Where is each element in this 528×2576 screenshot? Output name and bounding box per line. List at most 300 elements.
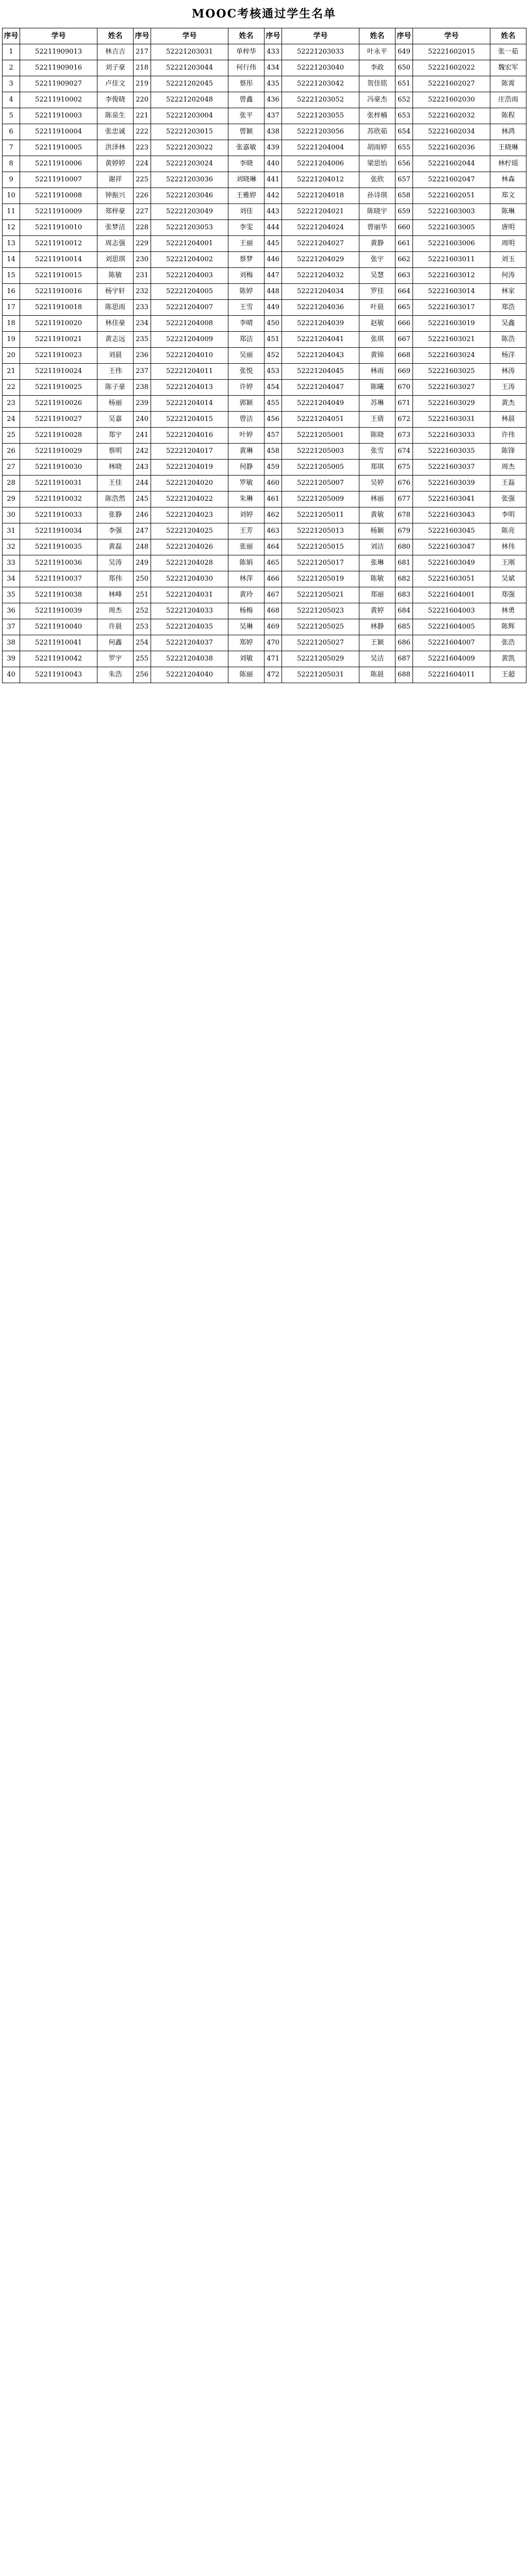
table-row (3, 124, 526, 140)
table-row (3, 460, 526, 476)
student-id-cell: 52221205015 (282, 539, 359, 555)
student-id-cell: 52221204027 (282, 236, 359, 252)
student-id-cell: 52211910010 (20, 220, 97, 236)
student-name-cell: 罗佳 (359, 284, 395, 300)
serial-cell: 244 (134, 476, 151, 492)
student-id-cell: 52221205005 (282, 460, 359, 476)
table-header-row (3, 28, 526, 44)
table-row (3, 492, 526, 507)
serial-cell: 652 (395, 92, 413, 108)
serial-cell: 28 (3, 476, 20, 492)
student-name-cell: 胡雨婷 (359, 140, 395, 156)
serial-cell: 442 (265, 188, 282, 204)
student-name-cell: 陈浩 (490, 332, 526, 348)
student-id-cell: 52211910009 (20, 204, 97, 220)
student-id-cell: 52221603037 (413, 460, 490, 476)
student-name-cell: 李雯 (228, 220, 265, 236)
student-id-cell: 52221205017 (282, 555, 359, 571)
student-name-cell: 蔡明 (97, 444, 134, 460)
serial-cell: 34 (3, 571, 20, 587)
serial-cell: 686 (395, 635, 413, 651)
student-name-cell: 许伟 (490, 428, 526, 444)
table-row (3, 476, 526, 492)
table-row (3, 188, 526, 204)
serial-cell: 464 (265, 539, 282, 555)
student-id-cell: 52221204030 (151, 571, 228, 587)
table-row (3, 619, 526, 635)
student-name-cell: 李明 (490, 507, 526, 523)
student-name-cell: 刘子豪 (97, 60, 134, 76)
student-id-cell: 52211910030 (20, 460, 97, 476)
serial-cell: 38 (3, 635, 20, 651)
student-name-cell: 张琳 (359, 555, 395, 571)
student-name-cell: 孙诗琪 (359, 188, 395, 204)
serial-cell: 26 (3, 444, 20, 460)
student-name-cell: 陈琳 (490, 204, 526, 220)
student-name-cell: 陈辉 (490, 619, 526, 635)
serial-cell: 20 (3, 348, 20, 364)
table-row (3, 364, 526, 380)
serial-cell: 655 (395, 140, 413, 156)
student-name-cell: 林萍 (228, 571, 265, 587)
serial-cell: 469 (265, 619, 282, 635)
student-name-cell: 林鸿 (490, 124, 526, 140)
student-name-cell: 黄杰 (490, 396, 526, 412)
student-name-cell: 郑浩 (490, 300, 526, 316)
student-name-cell: 郑琪 (359, 460, 395, 476)
student-id-cell: 52221204025 (151, 523, 228, 539)
student-id-cell: 52221603011 (413, 252, 490, 268)
serial-cell: 667 (395, 332, 413, 348)
page-title: MOOC考核通过学生名单 (191, 7, 337, 21)
student-id-cell: 52221204019 (151, 460, 228, 476)
student-name-cell: 王伟 (97, 364, 134, 380)
student-id-cell: 52211909013 (20, 44, 97, 60)
student-id-cell: 52221205007 (282, 476, 359, 492)
student-name-cell: 林丽 (359, 492, 395, 507)
column-header: 序号 (265, 28, 282, 44)
student-id-cell: 52221204015 (151, 412, 228, 428)
table-row (3, 667, 526, 683)
student-name-cell: 张宇 (359, 252, 395, 268)
serial-cell: 218 (134, 60, 151, 76)
serial-cell: 662 (395, 252, 413, 268)
student-name-cell: 张欣 (359, 172, 395, 188)
serial-cell: 671 (395, 396, 413, 412)
serial-cell: 233 (134, 300, 151, 316)
student-name-cell: 林峰 (97, 587, 134, 603)
student-id-cell: 52221202045 (151, 76, 228, 92)
student-id-cell: 52221602027 (413, 76, 490, 92)
serial-cell: 219 (134, 76, 151, 92)
student-name-cell: 刘敏 (228, 651, 265, 667)
serial-cell: 437 (265, 108, 282, 124)
student-name-cell: 洪泽林 (97, 140, 134, 156)
student-name-cell: 梁思怡 (359, 156, 395, 172)
student-id-cell: 52221205025 (282, 619, 359, 635)
serial-cell: 454 (265, 380, 282, 396)
serial-cell: 235 (134, 332, 151, 348)
student-id-cell: 52211910028 (20, 428, 97, 444)
student-name-cell: 张梦洁 (97, 220, 134, 236)
student-name-cell: 黄凯 (490, 651, 526, 667)
student-name-cell: 王雪 (228, 300, 265, 316)
serial-cell: 243 (134, 460, 151, 476)
serial-cell: 30 (3, 507, 20, 523)
student-id-cell: 52221603017 (413, 300, 490, 316)
student-name-cell: 郑梓豪 (97, 204, 134, 220)
student-name-cell: 杨梅 (228, 603, 265, 619)
student-name-cell: 王刚 (490, 555, 526, 571)
student-id-cell: 52221203033 (282, 44, 359, 60)
serial-cell: 660 (395, 220, 413, 236)
serial-cell: 457 (265, 428, 282, 444)
student-name-cell: 陈曦 (359, 380, 395, 396)
serial-cell: 659 (395, 204, 413, 220)
table-row (3, 571, 526, 587)
student-id-cell: 52221204039 (282, 316, 359, 332)
student-id-cell: 52221203052 (282, 92, 359, 108)
serial-cell: 217 (134, 44, 151, 60)
student-name-cell: 冯豪杰 (359, 92, 395, 108)
student-id-cell: 52211910021 (20, 332, 97, 348)
table-row (3, 252, 526, 268)
student-id-cell: 52221602030 (413, 92, 490, 108)
serial-cell: 25 (3, 428, 20, 444)
student-name-cell: 陈泉生 (97, 108, 134, 124)
student-name-cell: 王雅婷 (228, 188, 265, 204)
table-row (3, 44, 526, 60)
student-id-cell: 52211910032 (20, 492, 97, 507)
student-id-cell: 52221203055 (282, 108, 359, 124)
serial-cell: 653 (395, 108, 413, 124)
student-id-cell: 52221603031 (413, 412, 490, 428)
student-name-cell: 刘婷 (228, 507, 265, 523)
serial-cell: 250 (134, 571, 151, 587)
serial-cell: 470 (265, 635, 282, 651)
student-id-cell: 52221602034 (413, 124, 490, 140)
student-id-cell: 52221204021 (282, 204, 359, 220)
student-name-cell: 陈亮 (490, 523, 526, 539)
student-name-cell: 吴琳 (228, 619, 265, 635)
student-id-cell: 52221203015 (151, 124, 228, 140)
serial-cell: 31 (3, 523, 20, 539)
student-id-cell: 52221203040 (282, 60, 359, 76)
serial-cell: 251 (134, 587, 151, 603)
student-id-cell: 52211909016 (20, 60, 97, 76)
serial-cell: 231 (134, 268, 151, 284)
student-name-cell: 张静 (97, 507, 134, 523)
student-id-cell: 52221204004 (282, 140, 359, 156)
student-name-cell: 曾洁 (228, 412, 265, 428)
student-id-cell: 52221603029 (413, 396, 490, 412)
student-name-cell: 叶永平 (359, 44, 395, 60)
serial-cell: 688 (395, 667, 413, 683)
student-id-cell: 52211910014 (20, 252, 97, 268)
student-id-cell: 52221204020 (151, 476, 228, 492)
student-name-cell: 刘佳 (228, 204, 265, 220)
student-name-cell: 林佳豪 (97, 316, 134, 332)
student-name-cell: 杨颖 (359, 523, 395, 539)
serial-cell: 436 (265, 92, 282, 108)
student-name-cell: 黄磊 (97, 539, 134, 555)
student-name-cell: 郑强 (490, 587, 526, 603)
serial-cell: 450 (265, 316, 282, 332)
serial-cell: 675 (395, 460, 413, 476)
student-id-cell: 52221603033 (413, 428, 490, 444)
student-name-cell: 许晨 (97, 619, 134, 635)
student-name-cell: 杨洋 (490, 348, 526, 364)
student-id-cell: 52221603024 (413, 348, 490, 364)
student-name-cell: 何涛 (490, 268, 526, 284)
student-id-cell: 52221204034 (282, 284, 359, 300)
serial-cell: 238 (134, 380, 151, 396)
student-id-cell: 52221204005 (151, 284, 228, 300)
student-id-cell: 52221602036 (413, 140, 490, 156)
serial-cell: 449 (265, 300, 282, 316)
student-name-cell: 林伟 (490, 539, 526, 555)
table-row (3, 140, 526, 156)
serial-cell: 224 (134, 156, 151, 172)
serial-cell: 674 (395, 444, 413, 460)
student-name-cell: 王超 (490, 667, 526, 683)
student-id-cell: 52221602015 (413, 44, 490, 60)
serial-cell: 433 (265, 44, 282, 60)
student-name-cell: 李俊晓 (97, 92, 134, 108)
serial-cell: 685 (395, 619, 413, 635)
student-id-cell: 52221204051 (282, 412, 359, 428)
table-row (3, 523, 526, 539)
serial-cell: 256 (134, 667, 151, 683)
student-name-cell: 黄琳 (228, 444, 265, 460)
column-header: 学号 (151, 28, 228, 44)
student-name-cell: 杨丽 (97, 396, 134, 412)
student-name-cell: 曾鑫 (228, 92, 265, 108)
student-id-cell: 52221204040 (151, 667, 228, 683)
student-id-cell: 52221204002 (151, 252, 228, 268)
student-name-cell: 黄婷 (359, 603, 395, 619)
student-id-cell: 52221205031 (282, 667, 359, 683)
serial-cell: 22 (3, 380, 20, 396)
table-row (3, 92, 526, 108)
serial-cell: 255 (134, 651, 151, 667)
student-name-cell: 陈程 (490, 108, 526, 124)
student-id-cell: 52221204028 (151, 555, 228, 571)
student-id-cell: 52221205013 (282, 523, 359, 539)
serial-cell: 445 (265, 236, 282, 252)
student-id-cell: 52221603051 (413, 571, 490, 587)
student-id-cell: 52221204017 (151, 444, 228, 460)
student-name-cell: 何鑫 (97, 635, 134, 651)
student-id-cell: 52211909027 (20, 76, 97, 92)
serial-cell: 458 (265, 444, 282, 460)
student-name-cell: 罗敏 (228, 476, 265, 492)
student-name-cell: 蔡梦 (228, 252, 265, 268)
student-id-cell: 52221204023 (151, 507, 228, 523)
serial-cell: 465 (265, 555, 282, 571)
student-id-cell: 52221603045 (413, 523, 490, 539)
student-id-cell: 52221204041 (282, 332, 359, 348)
student-name-cell: 周明 (490, 236, 526, 252)
student-name-cell: 王磊 (490, 476, 526, 492)
student-name-cell: 张一茹 (490, 44, 526, 60)
serial-cell: 650 (395, 60, 413, 76)
student-name-cell: 王晓琳 (490, 140, 526, 156)
student-id-cell: 52211910043 (20, 667, 97, 683)
student-name-cell: 黄静 (359, 236, 395, 252)
student-name-cell: 吴洁 (359, 651, 395, 667)
student-name-cell: 陈敏 (97, 268, 134, 284)
student-id-cell: 52221204036 (282, 300, 359, 316)
student-id-cell: 52211910029 (20, 444, 97, 460)
student-id-cell: 52221603039 (413, 476, 490, 492)
serial-cell: 673 (395, 428, 413, 444)
serial-cell: 16 (3, 284, 20, 300)
student-id-cell: 52221204035 (151, 619, 228, 635)
student-name-cell: 张梓楠 (359, 108, 395, 124)
serial-cell: 680 (395, 539, 413, 555)
serial-cell: 665 (395, 300, 413, 316)
student-name-cell: 郑丽 (359, 587, 395, 603)
serial-cell: 229 (134, 236, 151, 252)
student-id-cell: 52221203022 (151, 140, 228, 156)
student-name-cell: 陈丽 (228, 667, 265, 683)
serial-cell: 27 (3, 460, 20, 476)
student-name-cell: 杨宇轩 (97, 284, 134, 300)
student-name-cell: 李晴 (228, 316, 265, 332)
column-header: 学号 (20, 28, 97, 44)
student-id-cell: 52211910024 (20, 364, 97, 380)
student-name-cell: 张忠诚 (97, 124, 134, 140)
serial-cell: 687 (395, 651, 413, 667)
student-id-cell: 52211910004 (20, 124, 97, 140)
student-id-cell: 52221204012 (282, 172, 359, 188)
column-header: 姓名 (228, 28, 265, 44)
serial-cell: 21 (3, 364, 20, 380)
serial-cell: 654 (395, 124, 413, 140)
student-id-cell: 52221204043 (282, 348, 359, 364)
serial-cell: 18 (3, 316, 20, 332)
column-header: 学号 (282, 28, 359, 44)
serial-cell: 678 (395, 507, 413, 523)
student-name-cell: 叶晨 (359, 300, 395, 316)
serial-cell: 246 (134, 507, 151, 523)
student-name-cell: 陈娟 (228, 555, 265, 571)
student-id-cell: 52221205027 (282, 635, 359, 651)
serial-cell: 248 (134, 539, 151, 555)
student-id-cell: 52221603025 (413, 364, 490, 380)
student-name-cell: 李晓 (228, 156, 265, 172)
serial-cell: 23 (3, 396, 20, 412)
serial-cell: 4 (3, 92, 20, 108)
student-name-cell: 苏欣茹 (359, 124, 395, 140)
serial-cell: 252 (134, 603, 151, 619)
table-row (3, 635, 526, 651)
table-row (3, 268, 526, 284)
student-id-cell: 52221204001 (151, 236, 228, 252)
student-id-cell: 52221204016 (151, 428, 228, 444)
table-row (3, 284, 526, 300)
student-id-cell: 52221202048 (151, 92, 228, 108)
student-id-cell: 52211910025 (20, 380, 97, 396)
student-name-cell: 刘思琪 (97, 252, 134, 268)
student-name-cell: 黄锦 (359, 348, 395, 364)
student-id-cell: 52221204031 (151, 587, 228, 603)
student-name-cell: 刘洁 (359, 539, 395, 555)
student-id-cell: 52221204047 (282, 380, 359, 396)
student-id-cell: 52221203046 (151, 188, 228, 204)
student-name-cell: 吴鑫 (490, 316, 526, 332)
student-name-cell: 蔡彤 (228, 76, 265, 92)
serial-cell: 462 (265, 507, 282, 523)
student-id-cell: 52221205021 (282, 587, 359, 603)
roster-table (2, 28, 526, 683)
table-row (3, 603, 526, 619)
student-id-cell: 52221203024 (151, 156, 228, 172)
serial-cell: 24 (3, 412, 20, 428)
student-name-cell: 朱琳 (228, 492, 265, 507)
student-name-cell: 陈霄 (490, 76, 526, 92)
student-id-cell: 52211910041 (20, 635, 97, 651)
serial-cell: 672 (395, 412, 413, 428)
serial-cell: 664 (395, 284, 413, 300)
student-id-cell: 52221603049 (413, 555, 490, 571)
student-name-cell: 谢祥 (97, 172, 134, 188)
serial-cell: 254 (134, 635, 151, 651)
serial-cell: 468 (265, 603, 282, 619)
student-name-cell: 赵敏 (359, 316, 395, 332)
student-name-cell: 黄婷婷 (97, 156, 134, 172)
student-name-cell: 王芳 (228, 523, 265, 539)
student-name-cell: 刘晨 (97, 348, 134, 364)
table-row (3, 220, 526, 236)
student-name-cell: 唐明 (490, 220, 526, 236)
serial-cell: 241 (134, 428, 151, 444)
student-name-cell: 何静 (228, 460, 265, 476)
serial-cell: 11 (3, 204, 20, 220)
serial-cell: 3 (3, 76, 20, 92)
student-id-cell: 52211910039 (20, 603, 97, 619)
student-id-cell: 52221604007 (413, 635, 490, 651)
serial-cell: 29 (3, 492, 20, 507)
student-name-cell: 吴涛 (97, 555, 134, 571)
student-name-cell: 罗宇 (97, 651, 134, 667)
student-name-cell: 钟振兴 (97, 188, 134, 204)
student-id-cell: 52221205023 (282, 603, 359, 619)
serial-cell: 435 (265, 76, 282, 92)
student-name-cell: 王佳 (97, 476, 134, 492)
serial-cell: 440 (265, 156, 282, 172)
student-name-cell: 张强 (490, 492, 526, 507)
serial-cell: 661 (395, 236, 413, 252)
student-name-cell: 张丽 (228, 539, 265, 555)
table-row (3, 172, 526, 188)
student-id-cell: 52221603012 (413, 268, 490, 284)
student-id-cell: 52221603027 (413, 380, 490, 396)
student-id-cell: 52211910042 (20, 651, 97, 667)
student-id-cell: 52221603035 (413, 444, 490, 460)
serial-cell: 242 (134, 444, 151, 460)
student-id-cell: 52221204022 (151, 492, 228, 507)
student-id-cell: 52221603043 (413, 507, 490, 523)
serial-cell: 249 (134, 555, 151, 571)
student-name-cell: 陈子豪 (97, 380, 134, 396)
student-id-cell: 52221204013 (151, 380, 228, 396)
student-name-cell: 周杰 (490, 460, 526, 476)
student-id-cell: 52221204007 (151, 300, 228, 316)
table-row (3, 380, 526, 396)
student-id-cell: 52211910007 (20, 172, 97, 188)
